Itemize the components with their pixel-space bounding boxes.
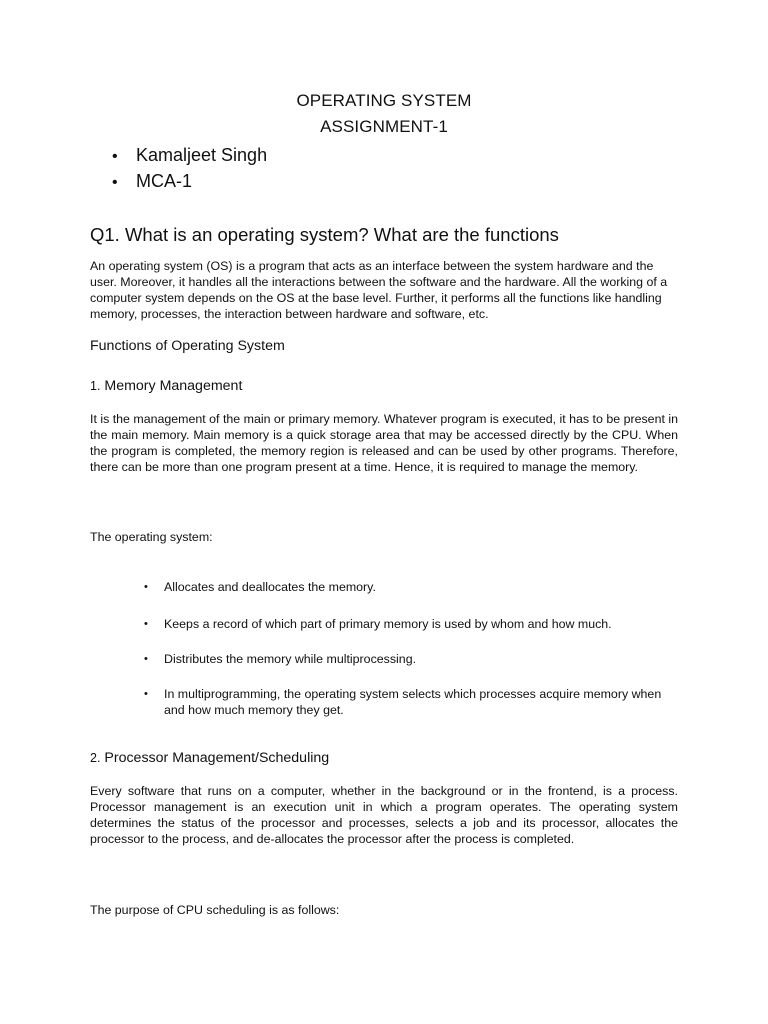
memory-management-paragraph: It is the management of the main or primary memory. Whatever program is executed, it has to be present in the main memory. Main memory is a quick storage area that may be accessed directly by the CPU. When the program is completed, the memory region is released and can be used by other programs. Therefore, there can be more than one program present at a time. Hence, it is required to manage the memory.	[90, 412, 678, 474]
bullet-icon: •	[144, 653, 148, 665]
list-item	[144, 579, 684, 595]
list-item	[144, 686, 684, 718]
list-item	[144, 651, 684, 667]
section-number: 1.	[90, 379, 101, 393]
section-title: Memory Management	[104, 378, 243, 394]
section-number: 2.	[90, 751, 101, 765]
question-heading: Q1. What is an operating system? What are the functions	[90, 224, 559, 245]
document-subtitle: ASSIGNMENT-1	[320, 117, 448, 136]
list-item	[144, 616, 684, 632]
intro-paragraph: An operating system (OS) is a program that acts as an interface between the system hardware and the user. Moreover, it handles all the interactions between the software and the hardware. All the working of a computer system depends on the OS at the base level. Further, it performs all the functions like handling memory, processes, the interaction between hardware and software, etc.	[90, 259, 668, 321]
document-title: OPERATING SYSTEM	[296, 91, 472, 110]
author-name: Kamaljeet Singh	[136, 145, 268, 165]
author-class: MCA-1	[136, 171, 193, 191]
cpu-scheduling-lead-text: The purpose of CPU scheduling is as follows:	[90, 903, 340, 917]
memory-management-heading	[90, 378, 242, 394]
list-item-text: Keeps a record of which part of primary memory is used by whom and how much.	[164, 617, 612, 631]
bullet-icon: •	[144, 581, 148, 593]
bullet-icon: •	[112, 148, 118, 165]
functions-heading: Functions of Operating System	[90, 338, 285, 354]
author-class-item	[112, 171, 192, 192]
list-item-text: Distributes the memory while multiprocessing.	[164, 652, 417, 666]
memory-lead-text: The operating system:	[90, 530, 213, 544]
bullet-icon: •	[144, 618, 148, 630]
bullet-icon: •	[144, 688, 148, 700]
author-name-item	[112, 145, 267, 166]
section-title: Processor Management/Scheduling	[104, 750, 330, 766]
processor-management-paragraph: Every software that runs on a computer, whether in the background or in the frontend, is a process. Processor management is an execution unit in which a program operates. The operating system determines the status of the processor and processes, selects a job and its processor, allocates the processor to the process, and de-allocates the processor after the process is completed.	[90, 784, 678, 846]
bullet-icon: •	[112, 174, 118, 191]
list-item-text: Allocates and deallocates the memory.	[164, 580, 376, 594]
list-item-text: In multiprogramming, the operating system selects which processes acquire memory when and how much memory they get.	[164, 687, 662, 717]
processor-management-heading	[90, 750, 329, 766]
